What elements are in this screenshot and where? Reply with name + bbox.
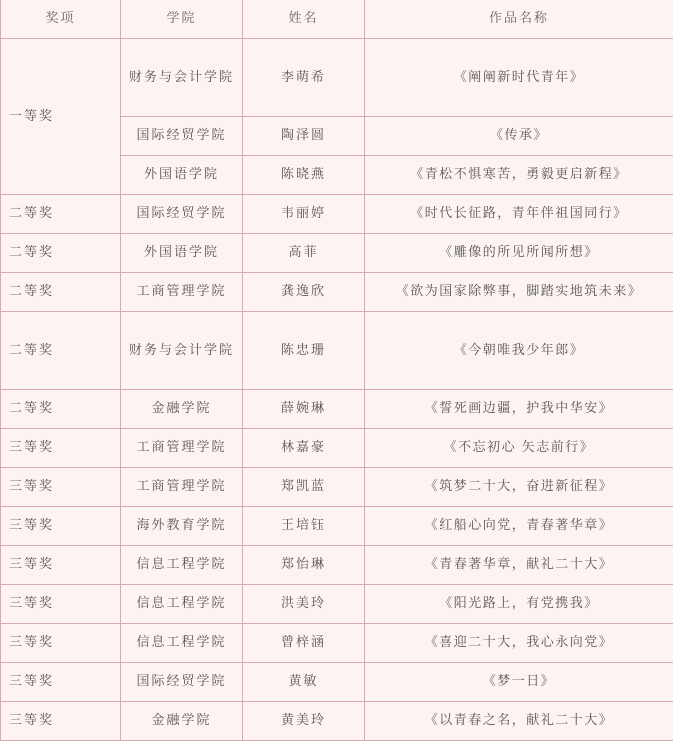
header-row — [1, 0, 673, 39]
college-cell: 工商管理学院 — [121, 468, 243, 507]
name-cell: 陈忠珊 — [243, 312, 365, 390]
award-cell: 三等奖 — [1, 507, 121, 546]
work-cell: 《梦一日》 — [365, 663, 673, 702]
award-cell: 二等奖 — [1, 195, 121, 234]
work-cell: 《欲为国家除弊事，脚踏实地筑未来》 — [365, 273, 673, 312]
college-cell: 国际经贸学院 — [121, 663, 243, 702]
college-cell: 金融学院 — [121, 702, 243, 741]
name-cell: 韦丽婷 — [243, 195, 365, 234]
table-row — [1, 702, 673, 741]
work-cell: 《青松不惧寒苦，勇毅更启新程》 — [365, 156, 673, 195]
award-cell: 三等奖 — [1, 702, 121, 741]
work-cell: 《筑梦二十大，奋进新征程》 — [365, 468, 673, 507]
table-row — [1, 429, 673, 468]
award-cell: 三等奖 — [1, 585, 121, 624]
work-cell: 《以青春之名，献礼二十大》 — [365, 702, 673, 741]
award-cell: 三等奖 — [1, 468, 121, 507]
table-row — [1, 312, 673, 390]
work-cell: 《青春著华章，献礼二十大》 — [365, 546, 673, 585]
name-cell: 高菲 — [243, 234, 365, 273]
award-cell: 三等奖 — [1, 429, 121, 468]
name-cell: 陶泽圆 — [243, 117, 365, 156]
table-row — [1, 468, 673, 507]
award-cell: 二等奖 — [1, 234, 121, 273]
header-name: 姓名 — [243, 0, 365, 39]
college-cell: 信息工程学院 — [121, 624, 243, 663]
name-cell: 黄美玲 — [243, 702, 365, 741]
table-row — [1, 546, 673, 585]
college-cell: 国际经贸学院 — [121, 117, 243, 156]
award-cell: 三等奖 — [1, 624, 121, 663]
college-cell: 工商管理学院 — [121, 429, 243, 468]
award-cell: 二等奖 — [1, 312, 121, 390]
college-cell: 信息工程学院 — [121, 546, 243, 585]
work-cell: 《今朝唯我少年郎》 — [365, 312, 673, 390]
name-cell: 龚逸欣 — [243, 273, 365, 312]
name-cell: 洪美玲 — [243, 585, 365, 624]
college-cell: 工商管理学院 — [121, 273, 243, 312]
table-row — [1, 663, 673, 702]
header-work: 作品名称 — [365, 0, 673, 39]
college-cell: 信息工程学院 — [121, 585, 243, 624]
table-row — [1, 39, 673, 117]
college-cell: 海外教育学院 — [121, 507, 243, 546]
table-row — [1, 390, 673, 429]
table-row — [1, 234, 673, 273]
work-cell: 《喜迎二十大，我心永向党》 — [365, 624, 673, 663]
award-cell: 二等奖 — [1, 390, 121, 429]
college-cell: 外国语学院 — [121, 234, 243, 273]
award-cell: 三等奖 — [1, 546, 121, 585]
work-cell: 《时代长征路，青年伴祖国同行》 — [365, 195, 673, 234]
table-row — [1, 273, 673, 312]
college-cell: 财务与会计学院 — [121, 39, 243, 117]
college-cell: 外国语学院 — [121, 156, 243, 195]
college-cell: 国际经贸学院 — [121, 195, 243, 234]
name-cell: 曾梓涵 — [243, 624, 365, 663]
name-cell: 陈晓燕 — [243, 156, 365, 195]
work-cell: 《阐阐新时代青年》 — [365, 39, 673, 117]
college-cell: 金融学院 — [121, 390, 243, 429]
header-college: 学院 — [121, 0, 243, 39]
name-cell: 郑凯蓝 — [243, 468, 365, 507]
table-row — [1, 507, 673, 546]
work-cell: 《雕像的所见所闻所想》 — [365, 234, 673, 273]
table-row — [1, 195, 673, 234]
name-cell: 王培钰 — [243, 507, 365, 546]
name-cell: 郑怡琳 — [243, 546, 365, 585]
work-cell: 《红船心向党，青春著华章》 — [365, 507, 673, 546]
award-cell: 一等奖 — [1, 39, 121, 195]
name-cell: 黄敏 — [243, 663, 365, 702]
award-cell: 三等奖 — [1, 663, 121, 702]
award-cell: 二等奖 — [1, 273, 121, 312]
name-cell: 薛婉琳 — [243, 390, 365, 429]
table-row — [1, 624, 673, 663]
name-cell: 李萌希 — [243, 39, 365, 117]
college-cell: 财务与会计学院 — [121, 312, 243, 390]
name-cell: 林嘉豪 — [243, 429, 365, 468]
work-cell: 《阳光路上，有党携我》 — [365, 585, 673, 624]
work-cell: 《誓死画边疆，护我中华安》 — [365, 390, 673, 429]
work-cell: 《传承》 — [365, 117, 673, 156]
work-cell: 《不忘初心 矢志前行》 — [365, 429, 673, 468]
header-award: 奖项 — [1, 0, 121, 39]
table-row — [1, 585, 673, 624]
